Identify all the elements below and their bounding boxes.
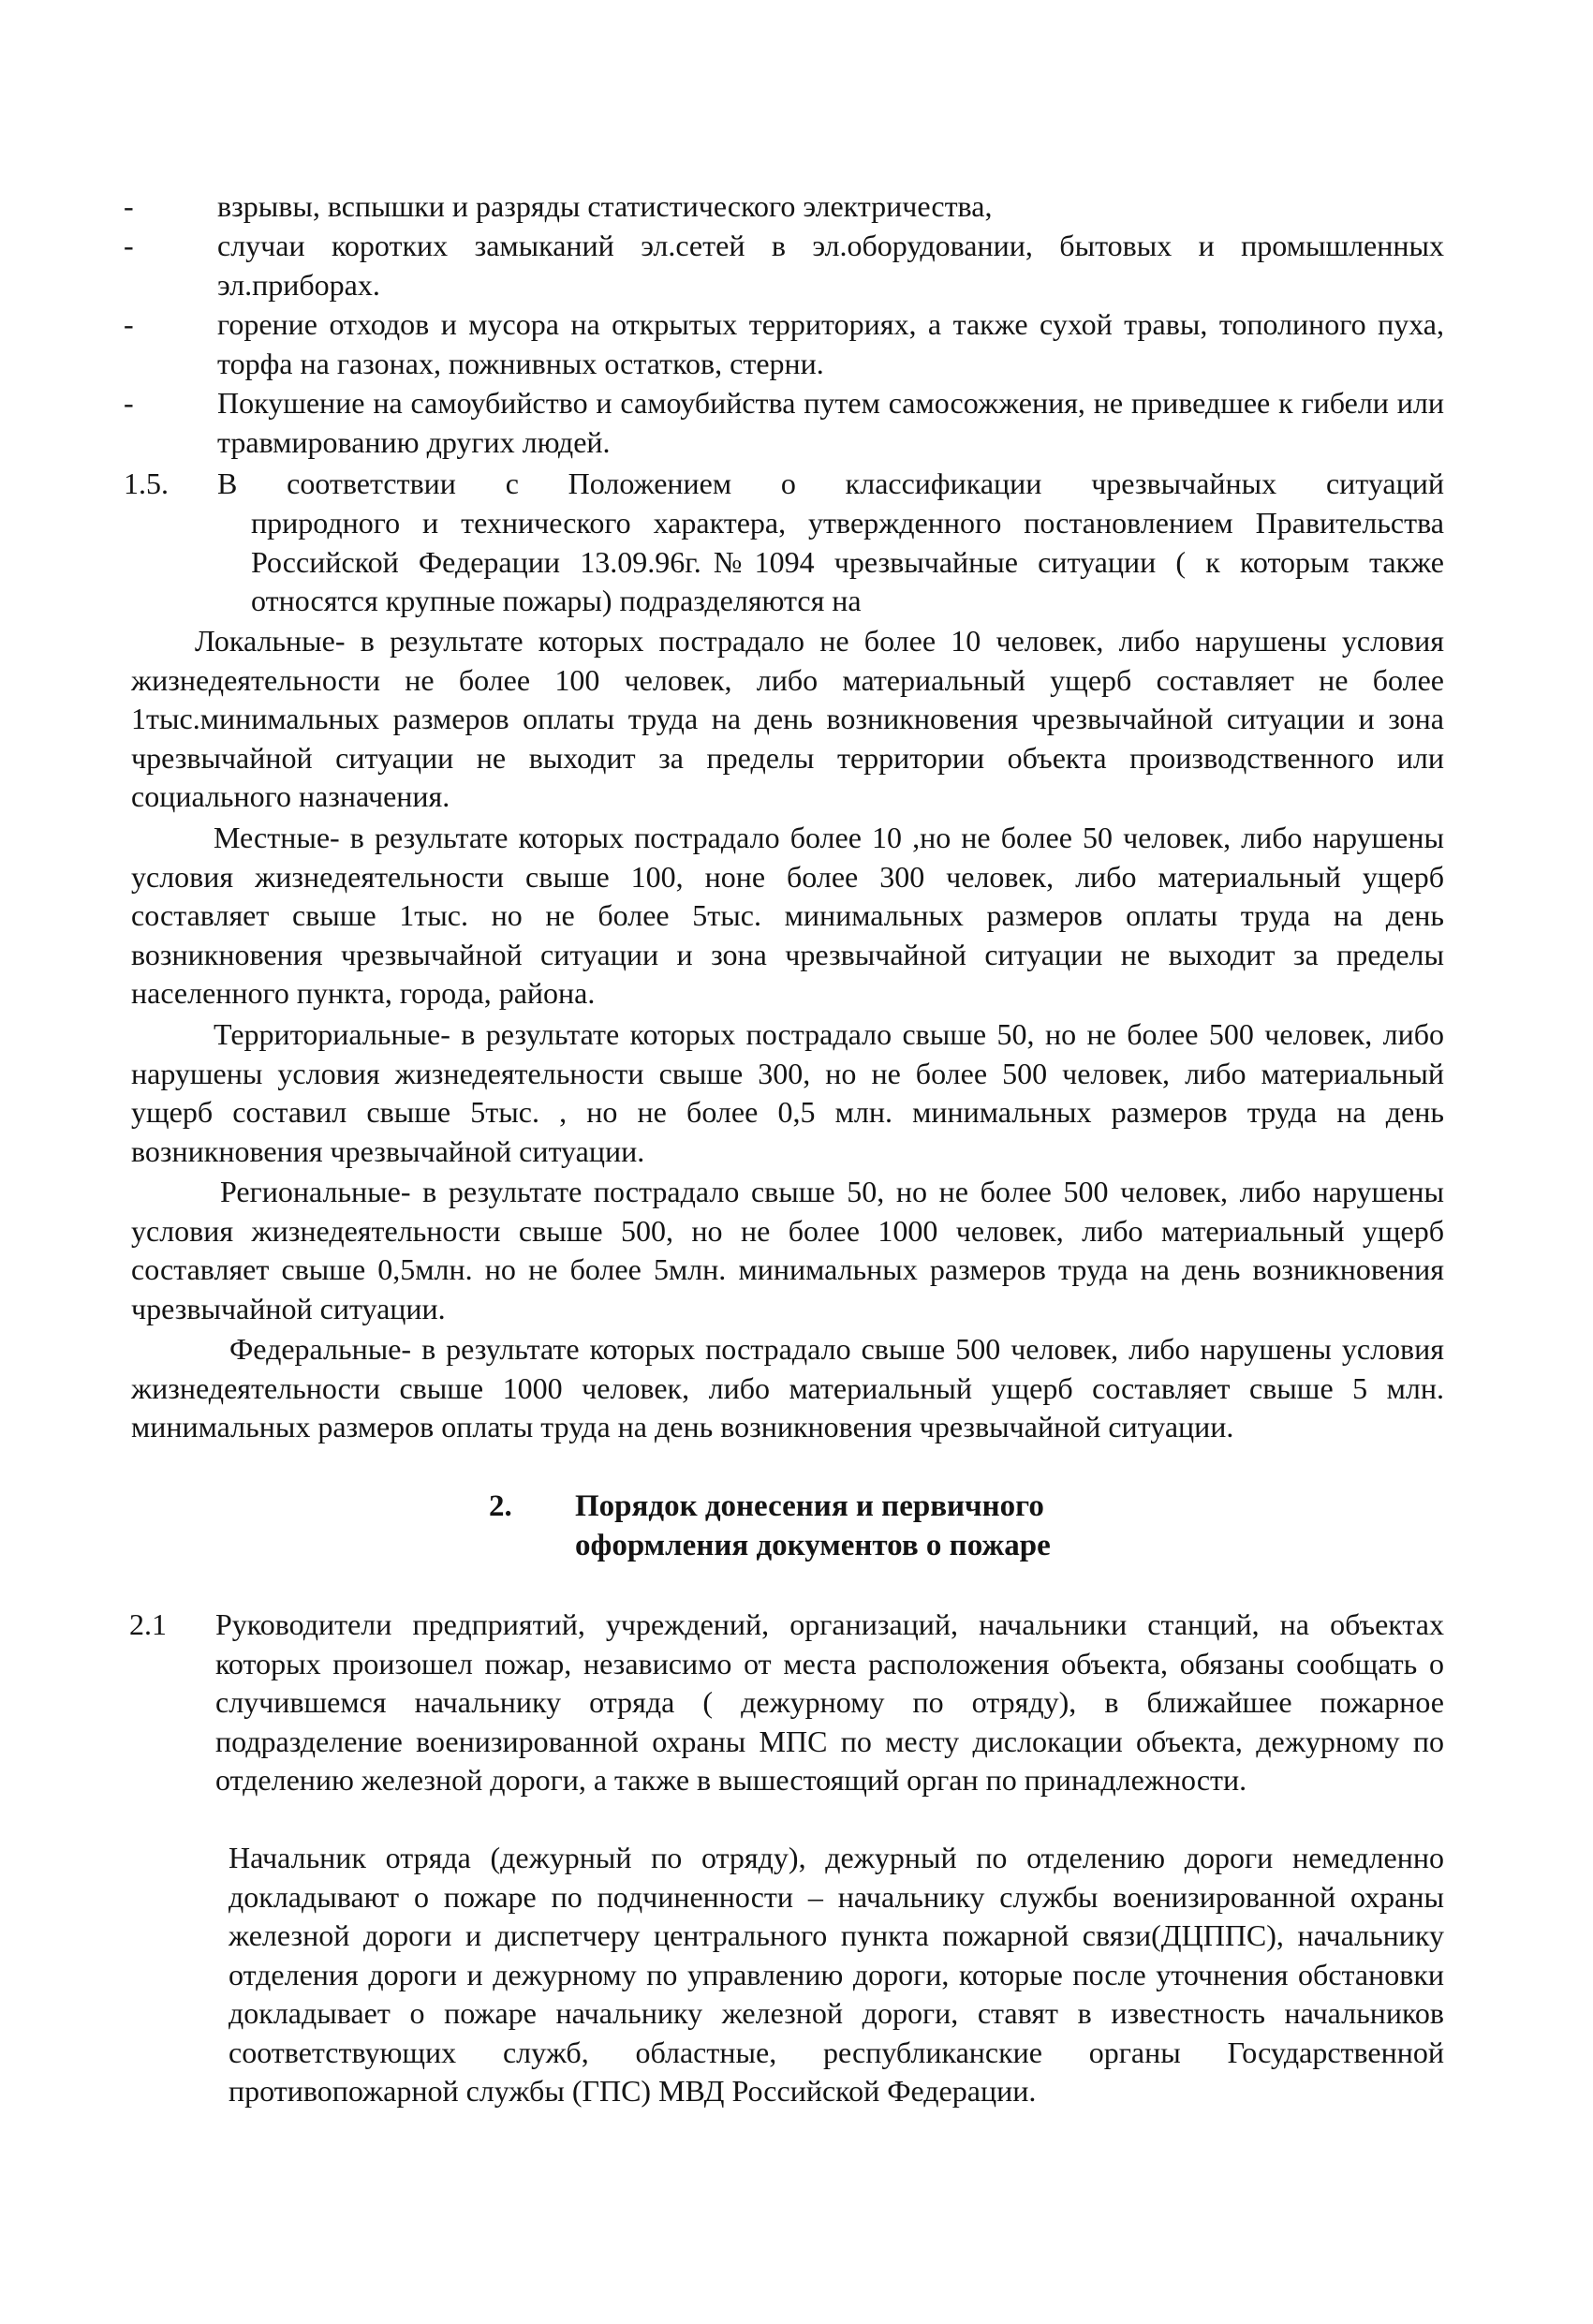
- category-regional: Региональные- в результате пострадало свыше 50, но не более 500 человек, либо нарушены условия жизнедеятельности свыше 500, но не более 1000 человек, либо материальный ущерб составляет свыше 0,5млн. но не более 5млн. минимальных размеров труда на день возникновения чрезвычайной ситуации.: [131, 1175, 1444, 1325]
- category-territorial: Территориальные- в результате которых пострадало свыше 50, но не более 500 человек, либо нарушены условия жизнедеятельности свыше 300, но не более 500 человек, либо материальный ущерб составил свыше 5тыс. , но не более 0,5 млн. минимальных размеров труда на день возникновения чрезвычайной ситуации.: [131, 1017, 1444, 1168]
- list-marker: -: [124, 386, 134, 420]
- list-item: [124, 305, 1444, 383]
- section-paragraph: Начальник отряда (дежурный по отряду), дежурный по отделению дороги немедленно докладывают о пожаре по подчиненности – начальнику службы военизированной охраны железной дороги и диспетчеру центрального пункта пожарной связи(ДЦППС), начальнику отделения дороги и дежурному по управлению дороги, которые после уточнения обстановки докладывает о пожаре начальнику железной дороги, ставят в известность начальников соответствующих служб, областные, республиканские органы Государственной противопожарной службы (ГПС) МВД Российской Федерации.: [229, 1841, 1444, 2108]
- list-marker: -: [124, 189, 134, 223]
- list-item: [124, 384, 1444, 462]
- list-item: [124, 227, 1444, 304]
- category-local: Локальные- в результате которых пострадало не более 10 человек, либо нарушены условия жизнедеятельности не более 100 человек, либо материальный ущерб составляет не более 1тыс.минимальных размеров оплаты труда на день возникновения чрезвычайной ситуации и зона чрезвычайной ситуации не выходит за пределы территории объекта производственного или социального назначения.: [131, 624, 1444, 813]
- section-paragraph: Руководители предприятий, учреждений, организаций, начальники станций, на объектах которых произошел пожар, независимо от места расположения объекта, обязаны сообщать о случившемся начальнику отряда ( дежурному по отряду), в ближайшее пожарное подразделение военизированной охраны МПС по месту дислокации объекта, дежурному по отделению железной дороги, а также в вышестоящий орган по принадлежности.: [215, 1607, 1444, 1797]
- list-item-text: Покушение на самоубийство и самоубийства путем самосожжения, не приведшее к гибели или травмированию других людей.: [217, 386, 1444, 459]
- list-marker: -: [124, 307, 134, 341]
- section-title: Порядок донесения и первичного: [575, 1489, 1044, 1523]
- list-item: [124, 187, 1444, 227]
- list-item-text: случаи коротких замыканий эл.сетей в эл.оборудовании, бытовых и промышленных эл.приборах.: [217, 229, 1444, 302]
- section-title: оформления документов о пожаре: [575, 1529, 1051, 1562]
- section-number: 1.5.: [124, 466, 169, 500]
- category-federal: Федеральные- в результате которых пострадало свыше 500 человек, либо нарушены условия жизнедеятельности свыше 1000 человек, либо материальный ущерб составляет свыше 5 млн. минимальных размеров оплаты труда на день возникновения чрезвычайной ситуации.: [131, 1332, 1444, 1443]
- section-number: 2.1: [129, 1607, 167, 1641]
- list-item-text: горение отходов и мусора на открытых территориях, а также сухой травы, тополиного пуха, торфа на газонах, пожнивных остатков, стерни.: [217, 307, 1444, 380]
- section-lead-line: В соответствии с Положением о классификации чрезвычайных ситуаций: [217, 466, 1444, 500]
- section-paragraph: природного и технического характера, утвержденного постановлением Правительства Российской Федерации 13.09.96г.№1094 чрезвычайные ситуации ( к которым также относятся крупные пожары) подразделяются на: [251, 506, 1444, 617]
- category-municipal: Местные- в результате которых пострадало более 10 ,но не более 50 человек, либо нарушены условия жизнедеятельности свыше 100, ноне более 300 человек, либо материальный ущерб составляет свыше 1тыс. но не более 5тыс. минимальных размеров оплаты труда на день возникновения чрезвычайной ситуации и зона чрезвычайной ситуации не выходит за пределы населенного пункта, города, района.: [131, 821, 1444, 1010]
- list-marker: -: [124, 229, 134, 262]
- list-item-text: взрывы, вспышки и разряды статистического электричества,: [217, 189, 993, 223]
- section-number: 2.: [489, 1489, 512, 1523]
